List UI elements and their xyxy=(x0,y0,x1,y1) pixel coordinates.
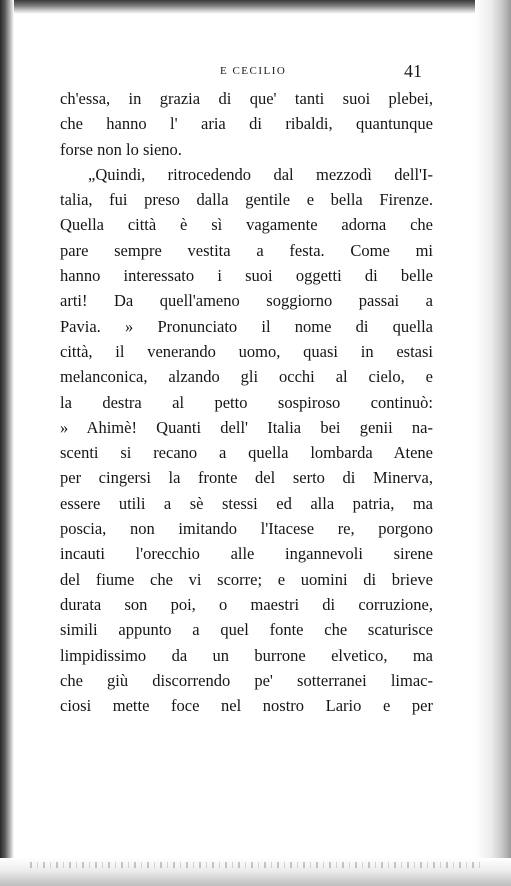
text-line: talia, fui preso dalla gentile e bella Firenze. xyxy=(60,190,433,210)
page-right-shadow xyxy=(475,0,511,886)
text-line: » Ahimè! Quanti dell' Italia bei genii na- xyxy=(60,417,433,437)
text-line: „Quindi, ritrocedendo dal mezzodì dell'I- xyxy=(88,164,433,184)
text-line: la destra al petto sospiroso continuò: xyxy=(60,392,433,412)
text-line: forse non lo sieno. xyxy=(60,139,182,159)
text-line: limpidissimo da un burrone elvetico, ma xyxy=(60,645,433,665)
text-line: poscia, non imitando l'Itacese re, porgono xyxy=(60,519,433,539)
page-top-shadow xyxy=(0,0,511,14)
text-line: del fiume che vi scorre; e uomini di brieve xyxy=(60,569,433,589)
text-line: simili appunto a quel fonte che scaturisce xyxy=(60,620,433,640)
text-line: arti! Da quell'ameno soggiorno passai a xyxy=(60,291,433,311)
text-line: durata son poi, o maestri di corruzione, xyxy=(60,594,433,614)
text-line: Quella città è sì vagamente adorna che xyxy=(60,215,433,235)
text-line: pare sempre vestita a festa. Come mi xyxy=(60,240,433,260)
page-binding-shadow xyxy=(0,0,14,886)
text-line: ch'essa, in grazia di que' tanti suoi plebei, xyxy=(60,89,433,108)
body-text xyxy=(60,86,433,718)
text-line: incauti l'orecchio alle ingannevoli sirene xyxy=(60,544,433,564)
page-number: 41 xyxy=(404,61,422,81)
running-head xyxy=(60,63,440,85)
text-line: città, il venerando uomo, quasi in estasi xyxy=(60,341,433,361)
text-line: che hanno l' aria di ribaldi, quantunque xyxy=(60,114,433,134)
text-line: scenti si recano a quella lombarda Atene xyxy=(60,443,433,463)
text-line: essere utili a sè stessi ed alla patria, ma xyxy=(60,493,433,513)
text-line: melanconica, alzando gli occhi al cielo, e xyxy=(60,367,433,387)
running-title: E CECILIO xyxy=(220,65,287,77)
page-bottom-specks xyxy=(30,862,480,868)
text-line: che giù discorrendo pe' sotterranei limac- xyxy=(60,670,433,690)
text-line: hanno interessato i suoi oggetti di belle xyxy=(60,266,433,286)
text-line: ciosi mette foce nel nostro Lario e per xyxy=(60,696,433,716)
text-line: per cingersi la fronte del serto di Minerva, xyxy=(60,468,433,488)
text-line: Pavia. » Pronunciato il nome di quella xyxy=(60,316,433,336)
